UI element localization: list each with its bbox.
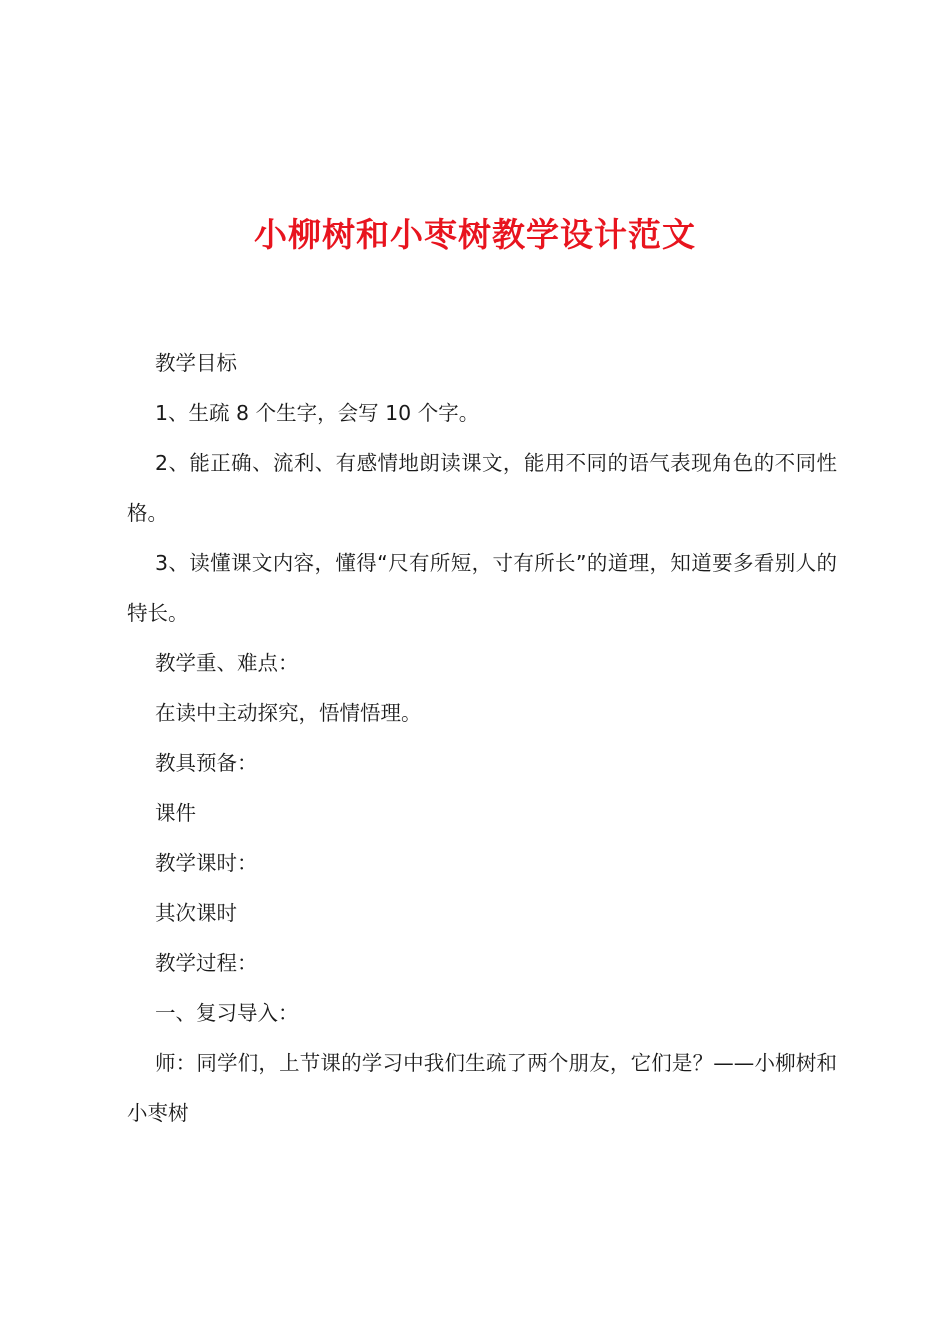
paragraph-goal-2: 2、能正确、流利、有感情地朗读课文，能用不同的语气表现角色的不同性格。: [127, 451, 837, 525]
paragraph-key-points-heading: 教学重、难点：: [155, 651, 299, 675]
paragraph-review-heading: 一、复习导入：: [155, 1001, 299, 1025]
paragraph-materials-heading: 教具预备：: [155, 751, 258, 775]
paragraph-teacher-dialogue: 师：同学们，上节课的学习中我们生疏了两个朋友，它们是？——小柳树和小枣树: [127, 1051, 837, 1125]
paragraph-process-heading: 教学过程：: [155, 951, 258, 975]
paragraph-class-hours: 其次课时: [155, 901, 237, 925]
paragraph-class-hours-heading: 教学课时：: [155, 851, 258, 875]
document-body: [127, 338, 837, 1138]
paragraph-key-points: 在读中主动探究，悟情悟理。: [155, 701, 422, 725]
paragraph-teaching-goals: 教学目标: [155, 351, 237, 375]
paragraph-materials: 课件: [155, 801, 196, 825]
document-title: 小柳树和小枣树教学设计范文: [254, 215, 696, 254]
paragraph-goal-3: 3、读懂课文内容，懂得“尺有所短，寸有所长”的道理，知道要多看别人的特长。: [127, 551, 837, 625]
paragraph-goal-1: 1、生疏 8 个生字，会写 10 个字。: [155, 401, 480, 425]
